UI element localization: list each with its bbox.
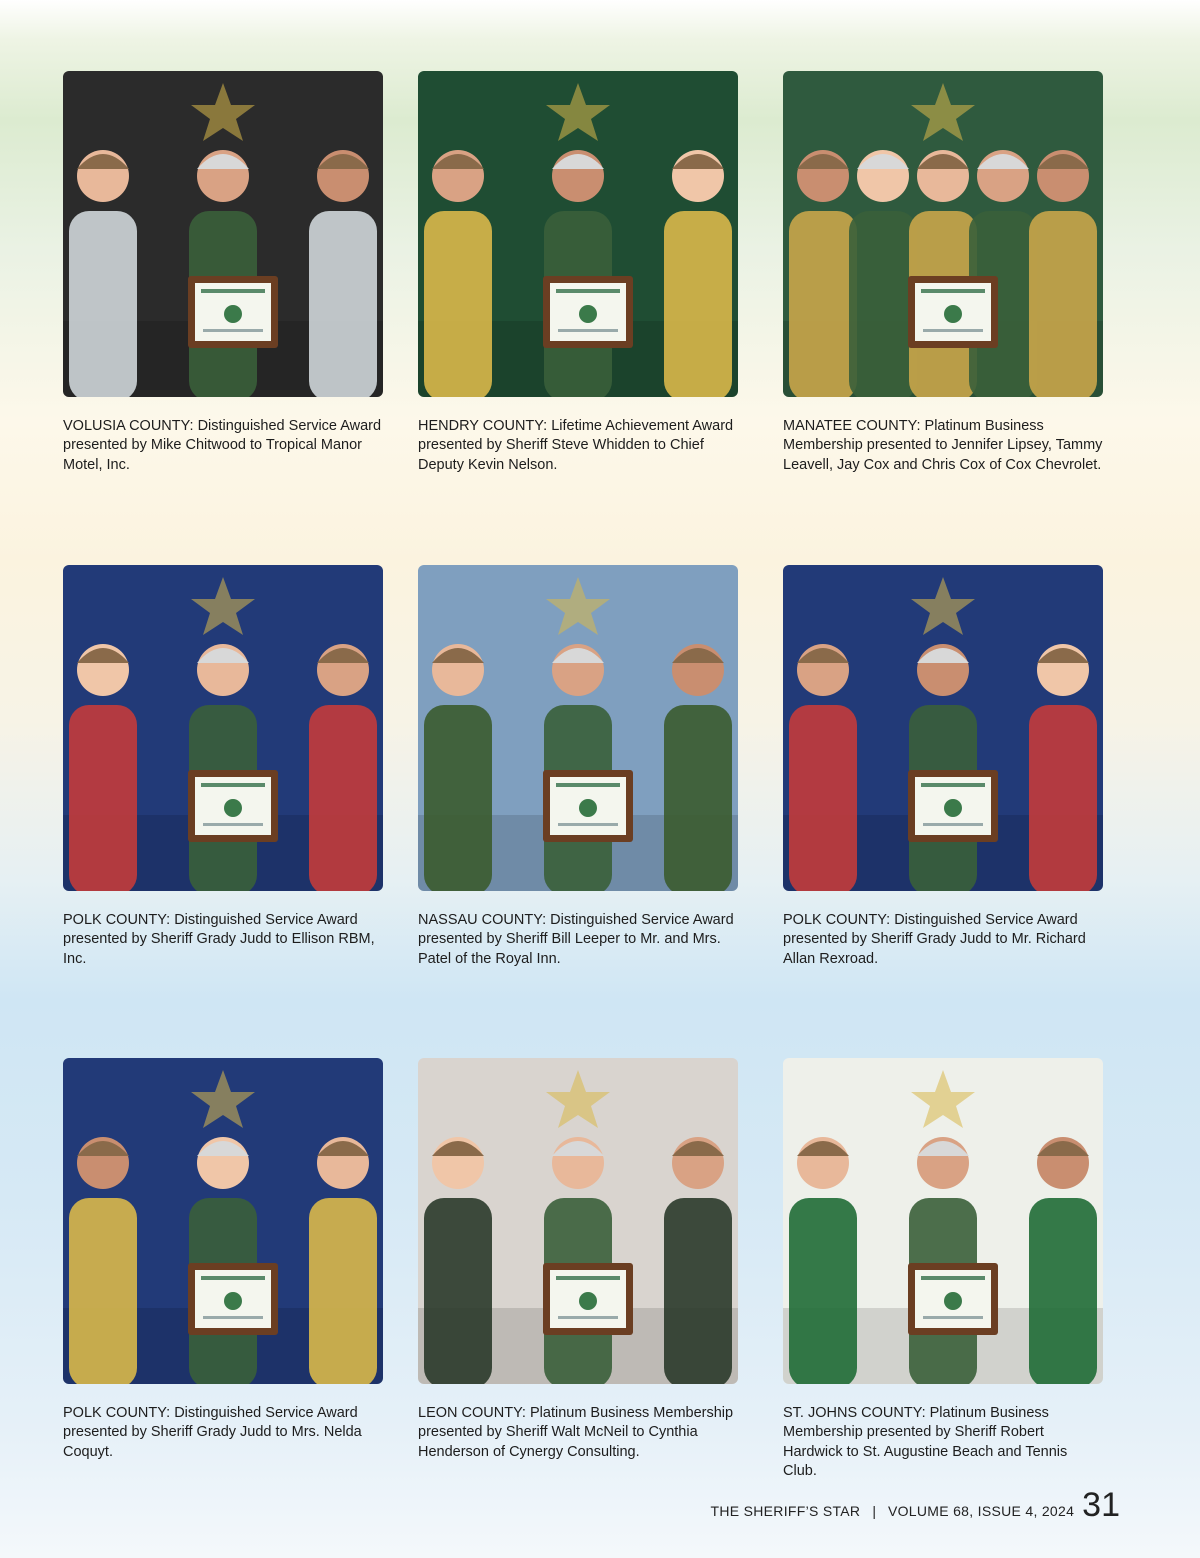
award-card xyxy=(418,1058,738,1462)
stjohns-award-photo xyxy=(783,1058,1103,1384)
award-plaque xyxy=(908,770,998,842)
award-plaque xyxy=(543,1263,633,1335)
award-card xyxy=(783,565,1103,969)
photo-caption: LEON COUNTY: Platinum Business Membership presented by Sheriff Walt McNeil to Cynthia Henderson of Cynergy Consulting. xyxy=(418,1405,734,1460)
photo-caption: POLK COUNTY: Distinguished Service Award presented by Sheriff Grady Judd to Mrs. Nelda Coquyt. xyxy=(63,1405,362,1460)
award-plaque xyxy=(543,276,633,348)
award-plaque xyxy=(188,770,278,842)
award-card xyxy=(418,565,738,969)
nassau-award-photo xyxy=(418,565,738,891)
award-card xyxy=(63,71,383,475)
leon-award-photo xyxy=(418,1058,738,1384)
photo-caption: VOLUSIA COUNTY: Distinguished Service Award presented by Mike Chitwood to Tropical Manor Motel, Inc. xyxy=(63,418,382,473)
polk-award-photo-3 xyxy=(63,1058,383,1384)
manatee-award-photo xyxy=(783,71,1103,397)
award-plaque xyxy=(908,276,998,348)
award-card xyxy=(63,565,383,969)
publication-name: THE SHERIFF’S STAR xyxy=(710,1503,861,1519)
issue-info: VOLUME 68, ISSUE 4, 2024 xyxy=(887,1503,1075,1519)
footer-separator: | xyxy=(872,1503,876,1519)
photo-caption: POLK COUNTY: Distinguished Service Award presented by Sheriff Grady Judd to Mr. Richard Allan Rexroad. xyxy=(783,912,1086,967)
photo-caption: HENDRY COUNTY: Lifetime Achievement Award presented by Sheriff Steve Whidden to Chief Deputy Kevin Nelson. xyxy=(418,418,734,473)
photo-caption: POLK COUNTY: Distinguished Service Award presented by Sheriff Grady Judd to Ellison RBM, Inc. xyxy=(63,912,375,967)
award-card xyxy=(783,71,1103,475)
photo-caption: NASSAU COUNTY: Distinguished Service Award presented by Sheriff Bill Leeper to Mr. and Mrs. Patel of the Royal Inn. xyxy=(418,912,734,967)
award-card xyxy=(418,71,738,475)
award-card xyxy=(63,1058,383,1462)
page-footer xyxy=(711,1488,1120,1522)
hendry-award-photo xyxy=(418,71,738,397)
polk-award-photo-1 xyxy=(63,565,383,891)
award-plaque xyxy=(188,1263,278,1335)
award-card xyxy=(783,1058,1103,1481)
award-plaque xyxy=(908,1263,998,1335)
volusia-award-photo xyxy=(63,71,383,397)
page-number: 31 xyxy=(1082,1486,1120,1524)
polk-award-photo-2 xyxy=(783,565,1103,891)
photo-caption: ST. JOHNS COUNTY: Platinum Business Membership presented by Sheriff Robert Hardwick to St. Augustine Beach and Tennis Club. xyxy=(783,1405,1068,1479)
photo-caption: MANATEE COUNTY: Platinum Business Membership presented to Jennifer Lipsey, Tammy Leavell, Jay Cox and Chris Cox of Cox Chevrolet. xyxy=(783,418,1103,473)
award-plaque xyxy=(543,770,633,842)
award-plaque xyxy=(188,276,278,348)
